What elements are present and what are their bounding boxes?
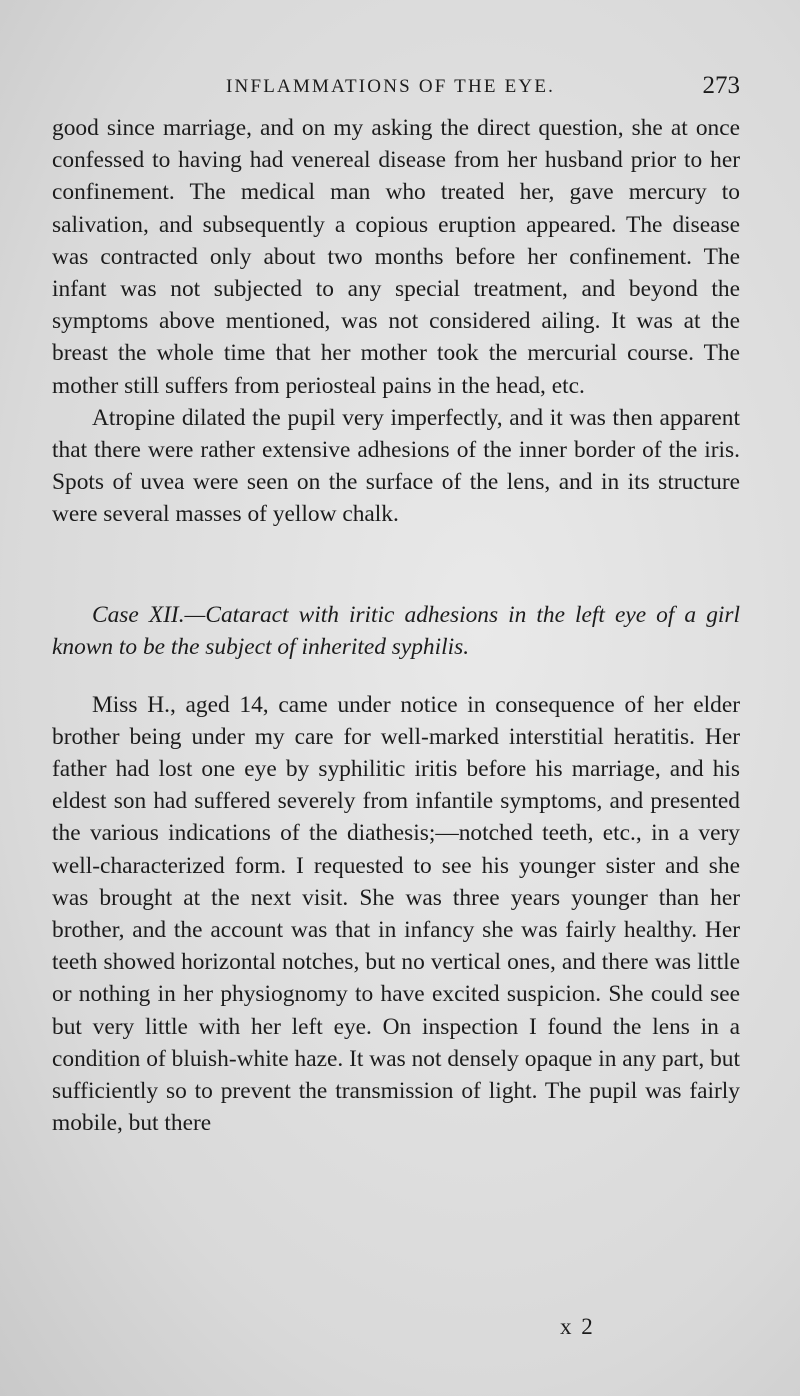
page-number: 273 [702,72,740,99]
paragraph-case-xii: Miss H., aged 14, came under notice in consequence of her elder brother being under my care for well-marked interstitial heratitis. Her father had lost one eye by syphilitic iritis before his marriage, and his eldest son had suffered severely from infantile symptoms, and presented the various indications of the diathesis;—notched teeth, etc., in a very well-characterized form. I requested to see his younger sister and she was brought at the next visit. She was three years younger than her brother, and the account was that in infancy she was fairly healthy. Her teeth showed horizontal notches, but no vertical ones, and there was little or nothing in her physiognomy to have excited suspicion. She could see but very little with her left eye. On inspection I found the lens in a condition of bluish-white haze. It was not densely opaque in any part, but sufficiently so to prevent the transmission of light. The pupil was fairly mobile, but there [52,691,740,1137]
running-head [52,72,742,112]
signature-mark: x 2 [560,1314,595,1339]
paragraph-atropine: Atropine dilated the pupil very imperfectly, and it was then apparent that there were rather extensive adhesions of the inner border of the iris. Spots of uvea were seen on the surface of the lens, and in its structure were several masses of yellow chalk. [52,404,740,528]
body-text [52,112,740,1139]
running-title: INFLAMMATIONS OF THE EYE. [226,76,556,97]
paragraph-continued: good since marriage, and on my asking the direct question, she at once confessed to having had venereal disease from her husband prior to her confinement. The medical man who treated her, gave mercury to salivation, and subsequently a copious eruption appeared. The disease was contracted only about two months before her confinement. The infant was not subjected to any special treatment, and beyond the symptoms above mentioned, was not considered ailing. It was at the breast the whole time that her mother took the mercurial course. The mother still suffers from periosteal pains in the head, etc. [52,115,740,399]
case-heading: Case XII.—Cataract with iritic adhesions in the left eye of a girl known to be the subject of inherited syphilis. [52,601,740,660]
